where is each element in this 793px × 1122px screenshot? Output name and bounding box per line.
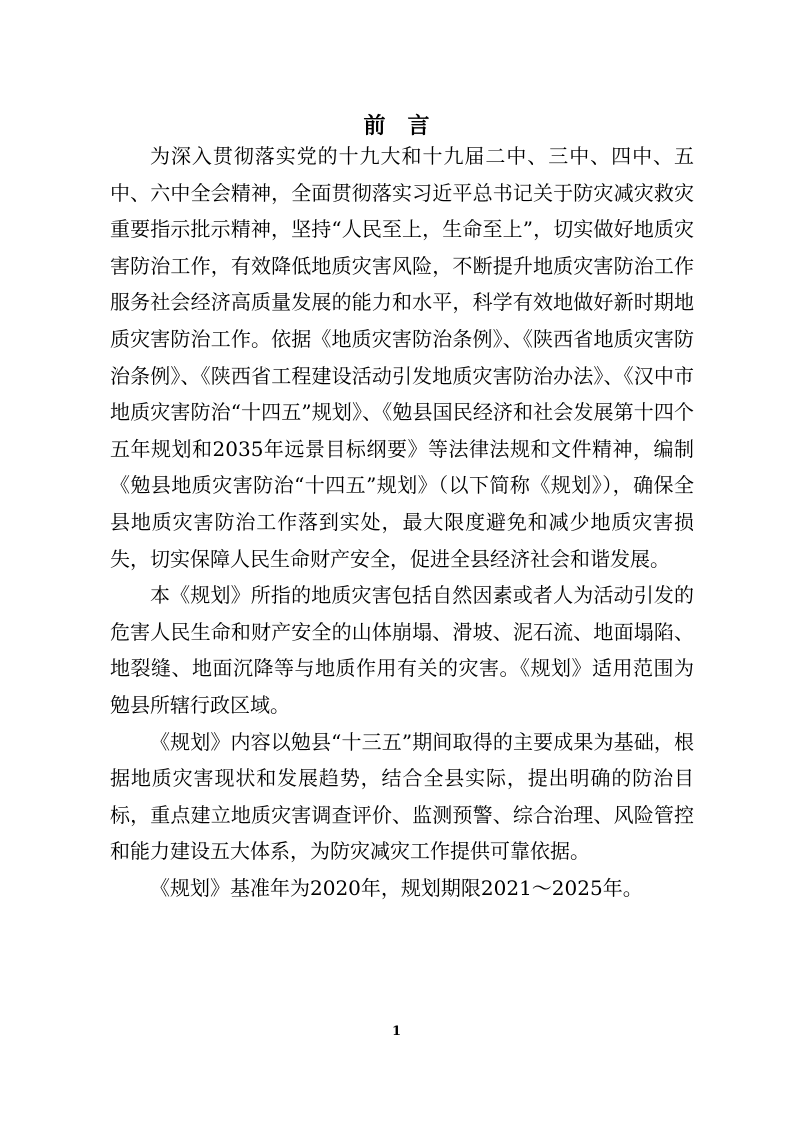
page-title: 前言	[363, 113, 452, 139]
paragraph-4: 《规划》基准年为2020年，规划期限2021～2025年。	[150, 875, 643, 900]
paragraph-3: 《规划》内容以勉县“十三五”期间取得的主要成果为基础，根据地质灾害现状和发展趋势，结合全县实际，提出明确的防治目标，重点建立地质灾害调查评价、监测预警、综合治理、风险管控和能力建设五大体系，为防灾减灾工作提供可靠依据。	[110, 729, 694, 864]
paragraph-2: 本《规划》所指的地质灾害包括自然因素或者人为活动引发的危害人民生命和财产安全的山体崩塌、滑坡、泥石流、地面塌陷、地裂缝、地面沉降等与地质作用有关的灾害。《规划》适用范围为勉县所辖行政区域。	[110, 583, 694, 717]
paragraph-1: 为深入贯彻落实党的十九大和十九届二中、三中、四中、五中、六中全会精神，全面贯彻落实习近平总书记关于防灾减灾救灾重要指示批示精神，坚持“人民至上，生命至上”，切实做好地质灾害防治工作，有效降低地质灾害风险，不断提升地质灾害防治工作服务社会经济高质量发展的能力和水平，科学有效地做好新时期地质灾害防治工作。依据《地质灾害防治条例》、《陕西省地质灾害防治条例》、《陕西省工程建设活动引发地质灾害防治办法》、《汉中市地质灾害防治“十四五”规划》、《勉县国民经济和社会发展第十四个五年规划和2035年远景目标纲要》等法律法规和文件精神，编制《勉县地质灾害防治“十四五”规划》（以下简称《规划》），确保全县地质灾害防治工作落到实处，最大限度避免和减少地质灾害损失，切实保障人民生命财产安全，促进全县经济社会和谐发展。	[110, 144, 694, 571]
page-number: 1	[391, 1024, 402, 1039]
document-body	[110, 138, 694, 906]
